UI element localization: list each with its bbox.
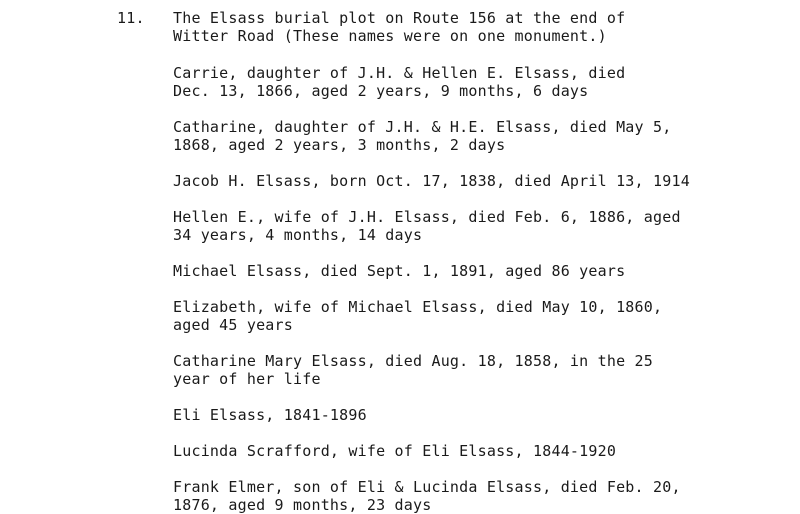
entry-line: Elizabeth, wife of Michael Elsass, died May 10, 1860, — [173, 298, 663, 316]
entry-line: Eli Elsass, 1841-1896 — [173, 406, 367, 424]
plot-description-line-2: Witter Road (These names were on one monument.) — [173, 27, 607, 45]
entry-line: Catharine Mary Elsass, died Aug. 18, 1858, in the 25 — [173, 352, 653, 370]
entry-line: Michael Elsass, died Sept. 1, 1891, aged 86 years — [173, 262, 626, 280]
entry-line: Carrie, daughter of J.H. & Hellen E. Elsass, died — [173, 64, 626, 82]
entry-line: year of her life — [173, 370, 321, 388]
entry-line: Dec. 13, 1866, aged 2 years, 9 months, 6 days — [173, 82, 589, 100]
burial-entry-jacob — [173, 172, 773, 190]
plot-description-line-1: The Elsass burial plot on Route 156 at the end of — [173, 9, 626, 27]
burial-entry-catharine-mary — [173, 352, 773, 388]
entry-line: Frank Elmer, son of Eli & Lucinda Elsass, died Feb. 20, — [173, 478, 681, 496]
burial-entry-catharine — [173, 118, 773, 154]
burial-entry-carrie — [173, 64, 773, 100]
entry-line: 34 years, 4 months, 14 days — [173, 226, 423, 244]
entry-line: 1868, aged 2 years, 3 months, 2 days — [173, 136, 506, 154]
burial-entry-michael — [173, 262, 773, 280]
burial-entries — [173, 9, 773, 514]
item-number: 11. — [117, 9, 145, 27]
entry-line: Jacob H. Elsass, born Oct. 17, 1838, died April 13, 1914 — [173, 172, 690, 190]
entry-line: Catharine, daughter of J.H. & H.E. Elsass, died May 5, — [173, 118, 672, 136]
burial-entry-frank-elmer — [173, 478, 773, 514]
burial-entry-elizabeth — [173, 298, 773, 334]
entry-line: 1876, aged 9 months, 23 days — [173, 496, 432, 514]
entry-line: Hellen E., wife of J.H. Elsass, died Feb. 6, 1886, aged — [173, 208, 681, 226]
burial-entry-lucinda — [173, 442, 773, 460]
burial-entry-hellen — [173, 208, 773, 244]
plot-description — [173, 9, 773, 45]
burial-entry-eli — [173, 406, 773, 424]
entry-line: aged 45 years — [173, 316, 293, 334]
entry-line: Lucinda Scrafford, wife of Eli Elsass, 1844-1920 — [173, 442, 617, 460]
